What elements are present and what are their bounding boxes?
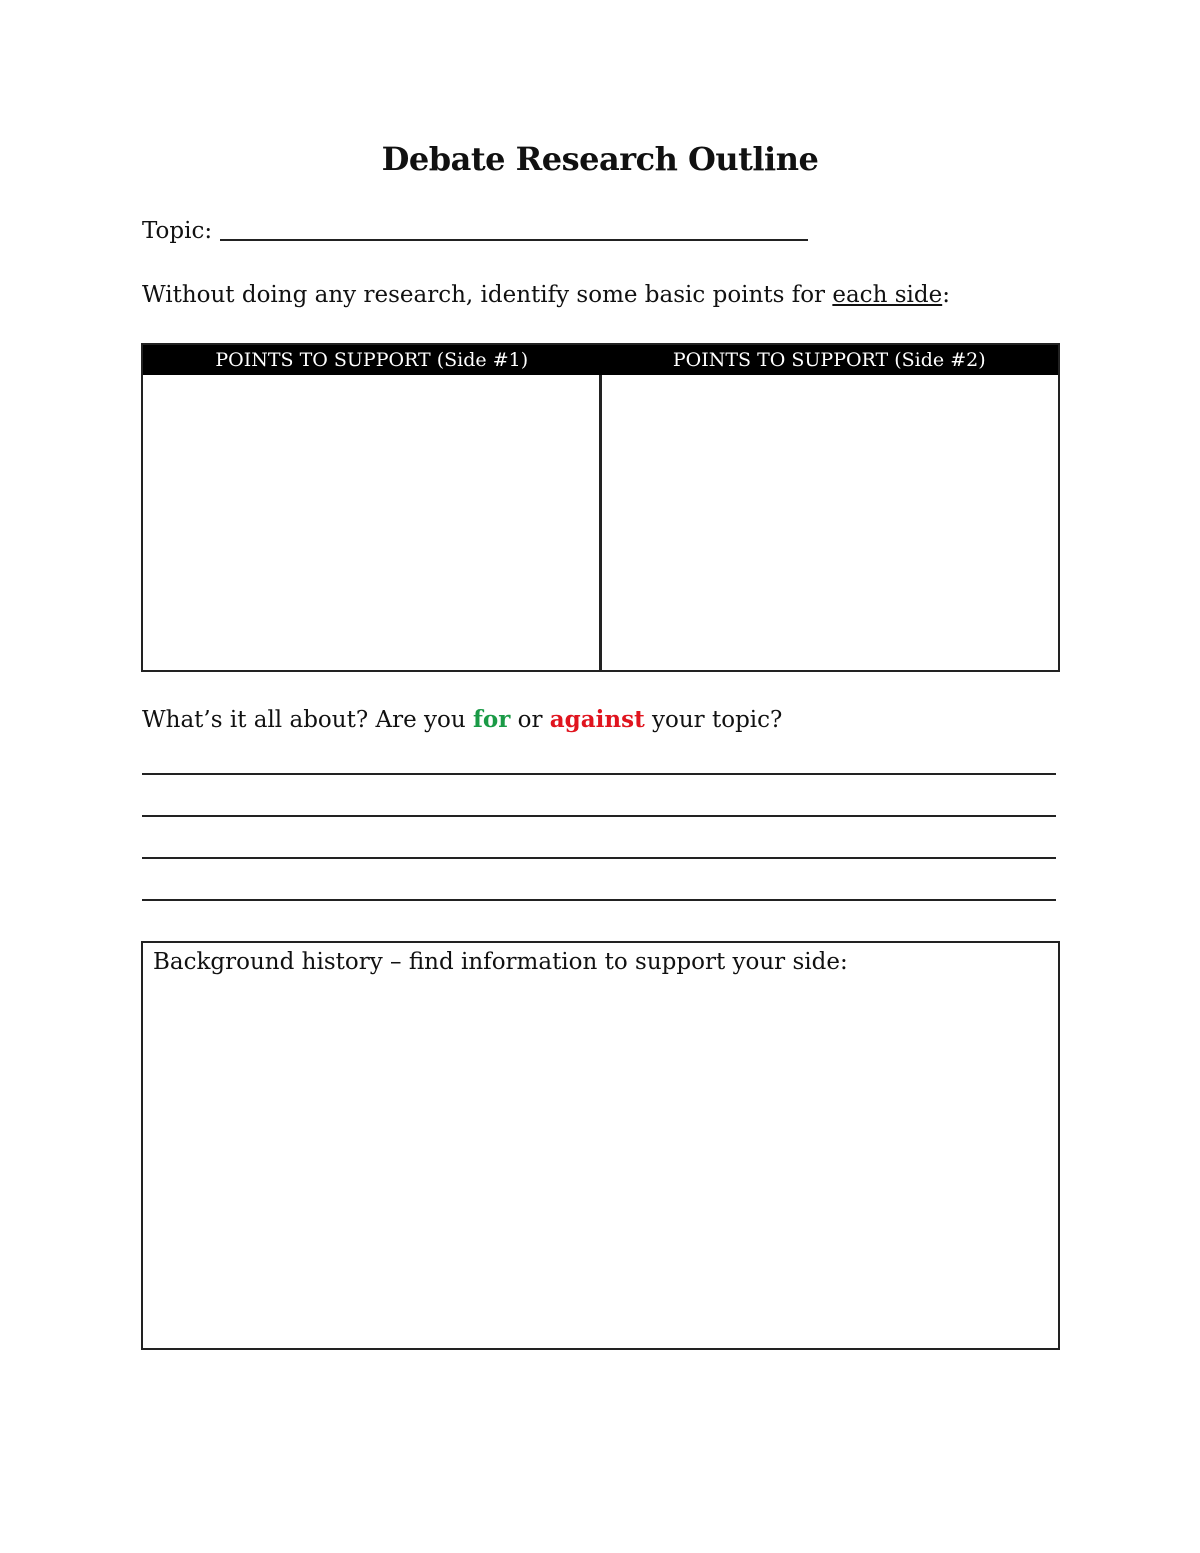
topic-blank-field[interactable] [220,238,808,241]
against-word: against [549,706,645,733]
topic-line [142,218,808,244]
for-word: for [472,706,511,733]
points-table-header [143,345,1058,375]
answer-line-4[interactable] [142,899,1056,901]
instructions-emphasis: each side [832,282,943,308]
background-history-label: Background history – find information to support your side: [153,949,848,975]
question-text-2: or [510,707,550,733]
instructions [142,282,950,308]
question-text-3: your topic? [644,707,783,733]
instructions-end: : [942,282,950,308]
side-1-header: POINTS TO SUPPORT (Side #1) [215,349,529,371]
points-table-body [143,375,1058,670]
side-2-points-cell[interactable] [602,375,1058,670]
answer-line-3[interactable] [142,857,1056,859]
answer-line-2[interactable] [142,815,1056,817]
page-title: Debate Research Outline [381,140,819,178]
points-table [141,343,1060,672]
topic-label: Topic: [142,218,213,244]
for-against-question [142,706,782,733]
side-1-points-cell[interactable] [143,375,602,670]
side-2-header: POINTS TO SUPPORT (Side #2) [672,349,986,371]
answer-line-1[interactable] [142,773,1056,775]
instructions-text: Without doing any research, identify some basic points for [142,282,833,308]
background-history-box[interactable] [141,941,1060,1350]
question-text-1: What’s it all about? Are you [142,707,473,733]
